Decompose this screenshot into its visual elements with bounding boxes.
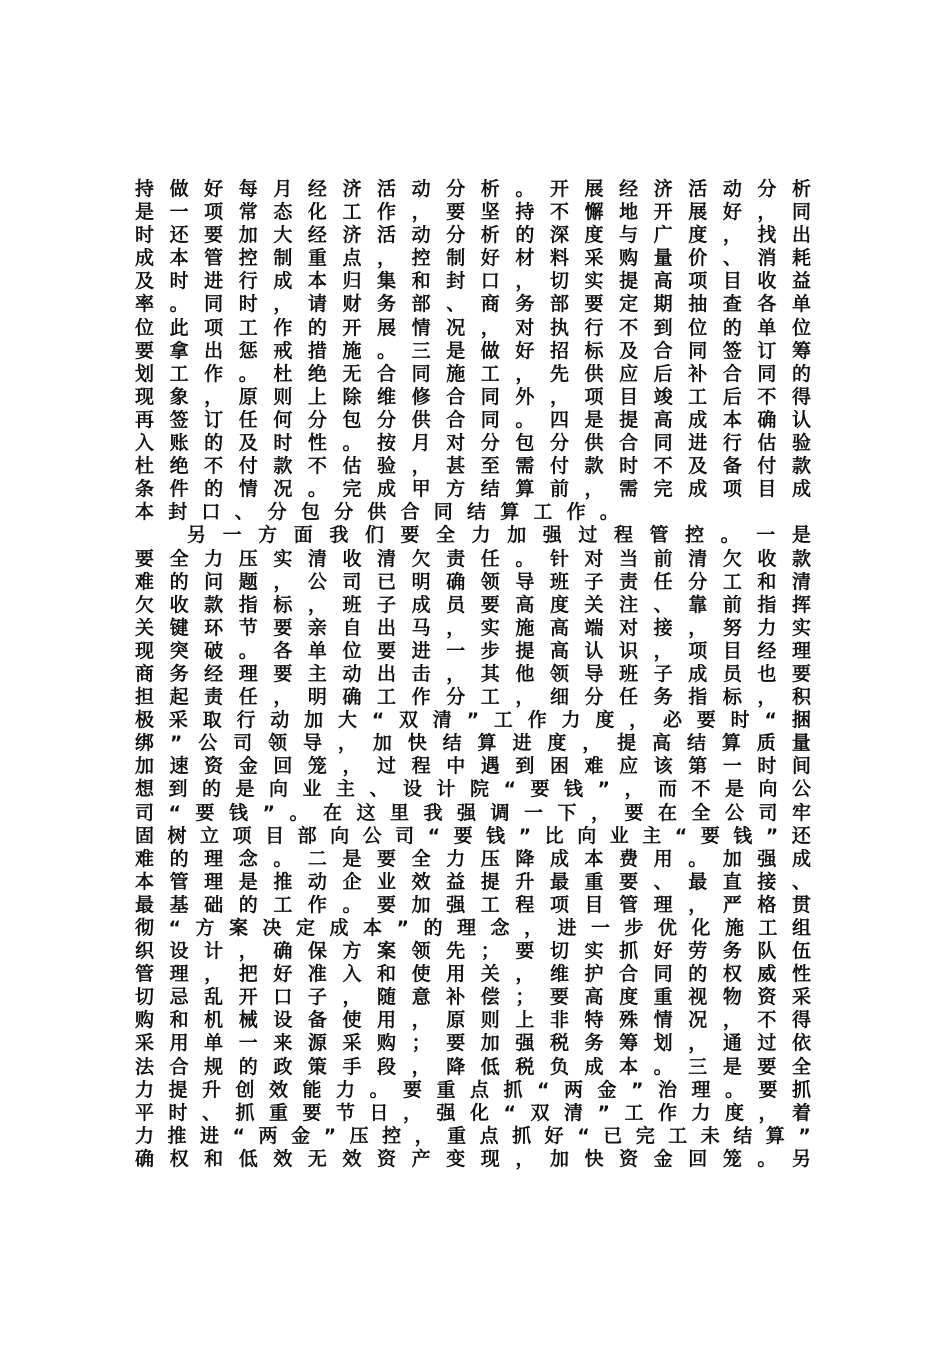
text-line: 加 速 资 金 回 笼 ， 过 程 中 遇 到 困 难 应 该 第 一 时 间 [135,755,811,778]
text-line: 力 推 进 “ 两 金 ” 压 控 ， 重 点 抓 好 “ 已 完 工 未 结 算 ” [135,1124,811,1147]
paragraph-end-line: 本封口、分包分供合同结算工作。 [135,501,634,524]
text-line: 难 的 理 念 。 二 是 要 全 力 压 降 成 本 费 用 。 加 强 成 [135,847,811,870]
text-line: 想 到 的 是 向 业 主 、 设 计 院 “ 要 钱 ” ， 而 不 是 向 公 [135,778,811,801]
text-line: 位 此 项 工 作 的 开 展 情 况 ， 对 执 行 不 到 位 的 单 位 [135,316,811,339]
text-line: 要 全 力 压 实 清 收 清 欠 责 任 。 针 对 当 前 清 欠 收 款 [135,547,811,570]
text-line: 关 键 环 节 要 亲 自 出 马 ， 实 施 高 端 对 接 ， 努 力 实 [135,616,811,639]
text-line: 切 忌 乱 开 口 子 ， 随 意 补 偿 ； 要 高 度 重 视 物 资 采 [135,986,811,1009]
text-line: 条 件 的 情 况 。 完 成 甲 方 结 算 前 ， 需 完 成 项 目 成 [135,478,811,501]
text-line: 力 提 升 创 效 能 力 。 要 重 点 抓 “ 两 金 ” 治 理 。 要 抓 [135,1078,811,1101]
text-line: 时 还 要 加 大 经 济 活 动 分 析 的 深 度 与 广 度 ， 找 出 [135,224,811,247]
text-line: 是 一 项 常 态 化 工 作 ， 要 坚 持 不 懈 地 开 展 好 ， 同 [135,201,811,224]
text-line: 最 基 础 的 工 作 。 要 加 强 工 程 项 目 管 理 ， 严 格 贯 [135,893,811,916]
text-line: 成 本 管 控 制 重 点 ， 控 制 好 材 料 采 购 量 价 、 消 耗 [135,247,811,270]
text-line: 杜 绝 不 付 款 不 估 验 ， 甚 至 需 付 款 时 不 及 备 付 款 [135,455,811,478]
text-line: 平 时 、 抓 重 要 节 日 ， 强 化 “ 双 清 ” 工 作 力 度 ， 着 [135,1101,811,1124]
text-line: 绑 ” 公 司 领 导 ， 加 快 结 算 进 度 ， 提 高 结 算 质 量 [135,732,811,755]
text-line: 商 务 经 理 要 主 动 出 击 ， 其 他 领 导 班 子 成 员 也 要 [135,662,811,685]
text-line: 采 用 单 一 来 源 采 购 ； 要 加 强 税 务 筹 划 ， 通 过 依 [135,1032,811,1055]
text-line: 率 。 同 时 ， 请 财 务 部 、 商 务 部 要 定 期 抽 查 各 单 [135,293,811,316]
text-line: 固 树 立 项 目 部 向 公 司 “ 要 钱 ” 比 向 业 主 “ 要 钱 ” 还 [135,824,811,847]
text-line: 再 签 订 任 何 分 包 分 供 合 同 。 四 是 提 高 成 本 确 认 [135,408,811,431]
text-line: 本 管 理 是 推 动 企 业 效 益 提 升 最 重 要 、 最 直 接 、 [135,870,811,893]
text-line: 确 权 和 低 效 无 效 资 产 变 现 ， 加 快 资 金 回 笼 。 另 [135,1147,811,1170]
text-line: 管 理 ， 把 好 准 入 和 使 用 关 ， 维 护 合 同 的 权 威 性 [135,963,811,986]
text-line: 入 账 的 及 时 性 。 按 月 对 分 包 分 供 合 同 进 行 估 验 [135,432,811,455]
text-line: 法 合 规 的 政 策 手 段 ， 降 低 税 负 成 本 。 三 是 要 全 [135,1055,811,1078]
text-line: 难 的 问 题 ， 公 司 已 明 确 领 导 班 子 责 任 分 工 和 清 [135,570,811,593]
body-text [135,178,811,1171]
text-line: 织 设 计 ， 确 保 方 案 领 先 ； 要 切 实 抓 好 劳 务 队 伍 [135,940,811,963]
text-line: 持 做 好 每 月 经 济 活 动 分 析 。 开 展 经 济 活 动 分 析 [135,178,811,200]
paragraph-first-line: 另 一 方 面 我 们 要 全 力 加 强 过 程 管 控 。 一 是 [187,524,811,547]
text-line: 极 采 取 行 动 加 大 “ 双 清 ” 工 作 力 度 ， 必 要 时 “ 捆 [135,709,811,732]
text-line: 欠 收 款 指 标 ， 班 子 成 员 要 高 度 关 注 、 靠 前 指 挥 [135,593,811,616]
text-line: 购 和 机 械 设 备 使 用 ， 原 则 上 非 特 殊 情 况 ， 不 得 [135,1009,811,1032]
text-line: 司 “ 要 钱 ” 。 在 这 里 我 强 调 一 下 ， 要 在 全 公 司 牢 [135,801,811,824]
text-line: 现 突 破 。 各 单 位 要 进 一 步 提 高 认 识 ， 项 目 经 理 [135,639,811,662]
text-line: 现 象 ， 原 则 上 除 维 修 合 同 外 ， 项 目 竣 工 后 不 得 [135,385,811,408]
text-line: 要 拿 出 惩 戒 措 施 。 三 是 做 好 招 标 及 合 同 签 订 筹 [135,339,811,362]
text-line: 及 时 进 行 成 本 归 集 和 封 口 ， 切 实 提 高 项 目 收 益 [135,270,811,293]
text-line: 担 起 责 任 ， 明 确 工 作 分 工 ， 细 分 任 务 指 标 ， 积 [135,686,811,709]
text-line: 彻 “ 方 案 决 定 成 本 ” 的 理 念 ， 进 一 步 优 化 施 工 组 [135,917,811,939]
text-line: 划 工 作 。 杜 绝 无 合 同 施 工 ， 先 供 应 后 补 合 同 的 [135,362,811,385]
